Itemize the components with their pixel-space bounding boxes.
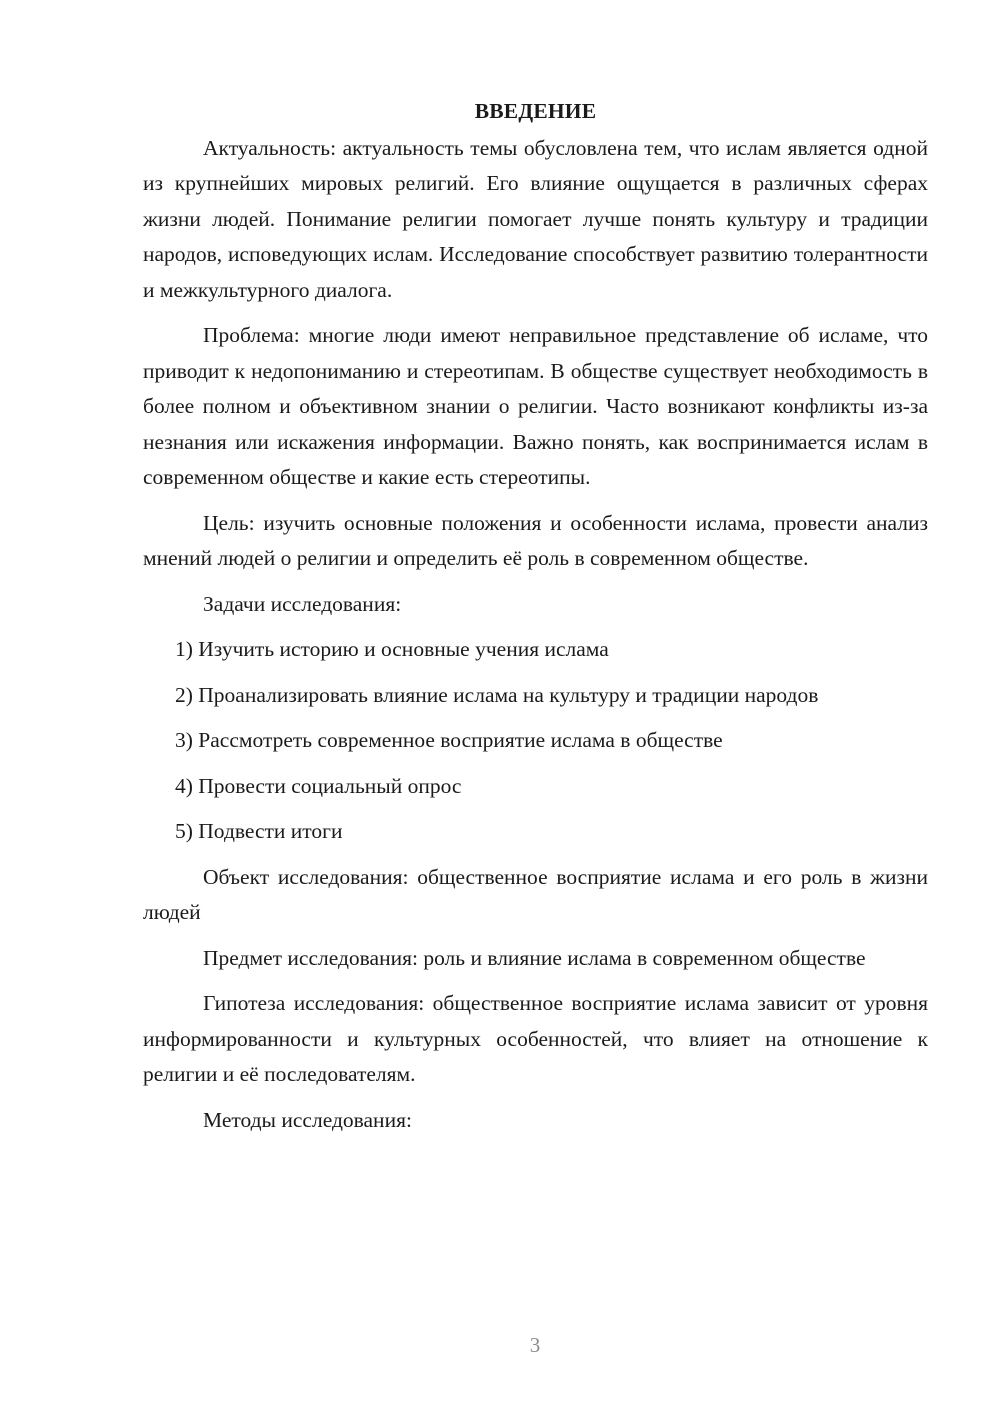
- goal-paragraph: Цель: изучить основные положения и особенности ислама, провести анализ мнений людей о религии и определить её роль в современном обществе.: [143, 510, 928, 570]
- task-item: 5) Подвести итоги: [175, 819, 343, 843]
- subject-paragraph: Предмет исследования: роль и влияние ислама в современном обществе: [203, 945, 866, 970]
- task-item: 3) Рассмотреть современное восприятие ислама в обществе: [175, 728, 723, 752]
- problem-paragraph: Проблема: многие люди имеют неправильное представление об исламе, что приводит к недопониманию и стереотипам. В обществе существует необходимость в более полном и объективном знании о религии. Часто возникают конфликты из-за незнания или искажения информации. Важно понять, как воспринимается ислам в современном обществе и какие есть стереотипы.: [143, 323, 928, 489]
- page-number: 3: [529, 1333, 541, 1357]
- task-item: 1) Изучить историю и основные учения ислама: [175, 637, 609, 661]
- page-content: [143, 94, 928, 1148]
- object-paragraph: Объект исследования: общественное восприятие ислама и его роль в жизни людей: [143, 864, 928, 924]
- relevance-paragraph: Актуальность: актуальность темы обусловлена тем, что ислам является одной из крупнейших мировых религий. Его влияние ощущается в различных сферах жизни людей. Понимание религии помогает лучше понять культуру и традиции народов, исповедующих ислам. Исследование способствует развитию толерантности и межкультурного диалога.: [143, 135, 928, 302]
- tasks-list: [143, 632, 928, 850]
- tasks-heading: Задачи исследования:: [203, 591, 402, 616]
- task-item: 4) Провести социальный опрос: [175, 773, 462, 798]
- methods-heading: Методы исследования:: [203, 1107, 412, 1132]
- section-title: ВВЕДЕНИЕ: [474, 99, 597, 123]
- hypothesis-paragraph: Гипотеза исследования: общественное восприятие ислама зависит от уровня информированности и культурных особенностей, что влияет на отношение к религии и её последователям.: [143, 991, 928, 1086]
- task-item: 2) Проанализировать влияние ислама на культуру и традиции народов: [175, 682, 819, 707]
